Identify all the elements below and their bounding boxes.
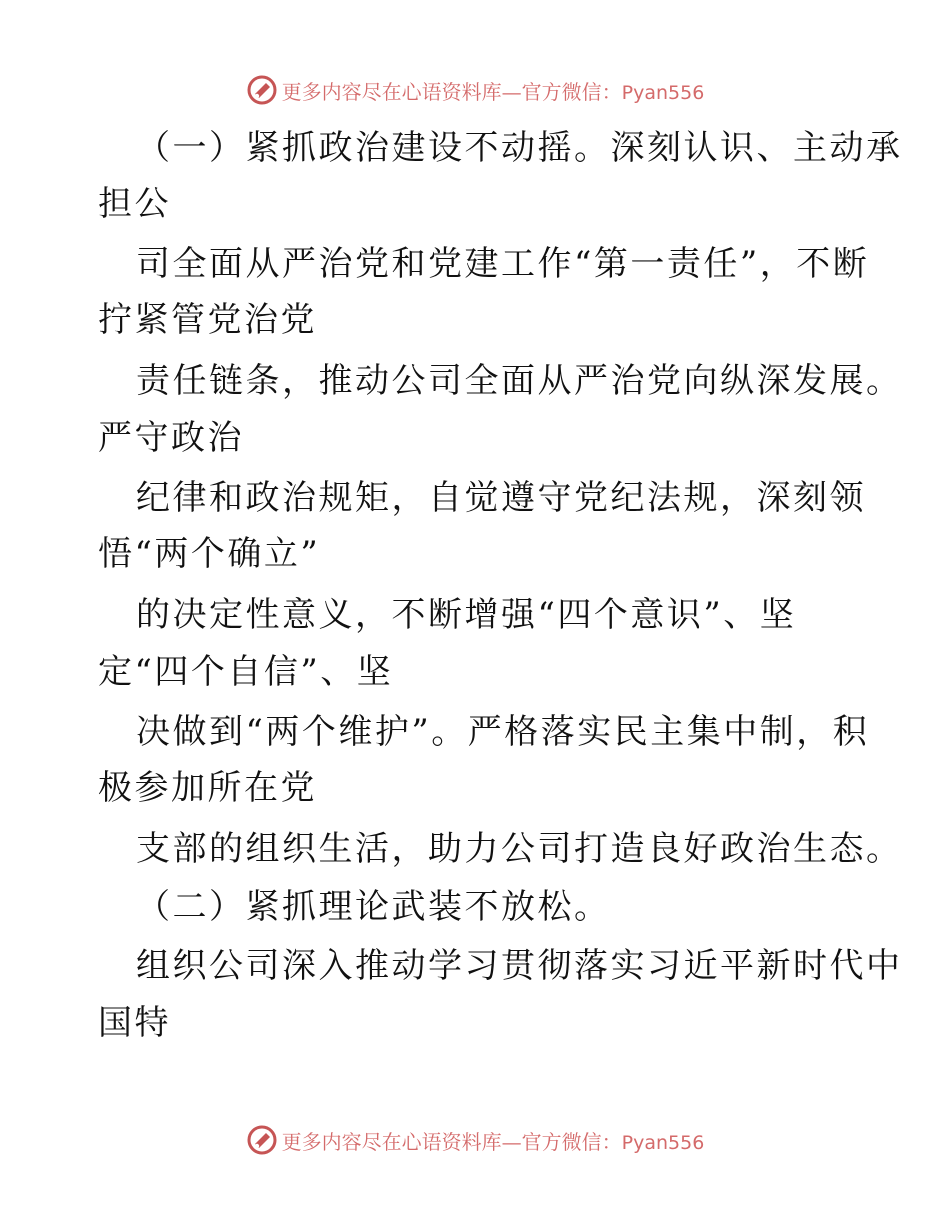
body-line: 担公 bbox=[98, 184, 171, 224]
body-line: 定“四个自信”、坚 bbox=[98, 652, 394, 692]
watermark-separator: — bbox=[501, 79, 522, 104]
watermark-brand: 更多内容尽在心语资料库 bbox=[281, 1129, 502, 1154]
body-line: （一）紧抓政治建设不动摇。深刻认识、主动承 bbox=[136, 128, 903, 168]
watermark-separator: — bbox=[501, 1129, 522, 1154]
body-line: 责任链条，推动公司全面从严治党向纵深发展。 bbox=[136, 361, 903, 401]
watermark-text bbox=[282, 1126, 705, 1155]
body-line: 组织公司深入推动学习贯彻落实习近平新时代中 bbox=[136, 946, 903, 986]
watermark-label: 官方微信： bbox=[521, 79, 622, 104]
body-line: 悟“两个确立” bbox=[98, 534, 321, 574]
footer-watermark bbox=[0, 1120, 950, 1160]
watermark-id: Pyan556 bbox=[621, 1131, 705, 1154]
body-line: 拧紧管党治党 bbox=[98, 300, 317, 340]
watermark-id: Pyan556 bbox=[621, 81, 705, 104]
body-line: 严守政治 bbox=[98, 418, 244, 458]
watermark-brand: 更多内容尽在心语资料库 bbox=[281, 79, 502, 104]
body-line: （二）紧抓理论武装不放松。 bbox=[136, 887, 611, 927]
body-line: 的决定性意义，不断增强“四个意识”、坚 bbox=[136, 595, 797, 635]
body-line: 极参加所在党 bbox=[98, 768, 317, 808]
body-line: 决做到“两个维护”。严格落实民主集中制，积 bbox=[136, 712, 870, 752]
brand-logo-icon bbox=[246, 1124, 278, 1156]
body-line: 支部的组织生活，助力公司打造良好政治生态。 bbox=[136, 829, 903, 869]
body-line: 国特 bbox=[98, 1003, 171, 1043]
watermark-label: 官方微信： bbox=[521, 1129, 622, 1154]
body-line: 司全面从严治党和党建工作“第一责任”，不断 bbox=[136, 244, 870, 284]
body-line: 纪律和政治规矩，自觉遵守党纪法规，深刻领 bbox=[136, 478, 866, 518]
